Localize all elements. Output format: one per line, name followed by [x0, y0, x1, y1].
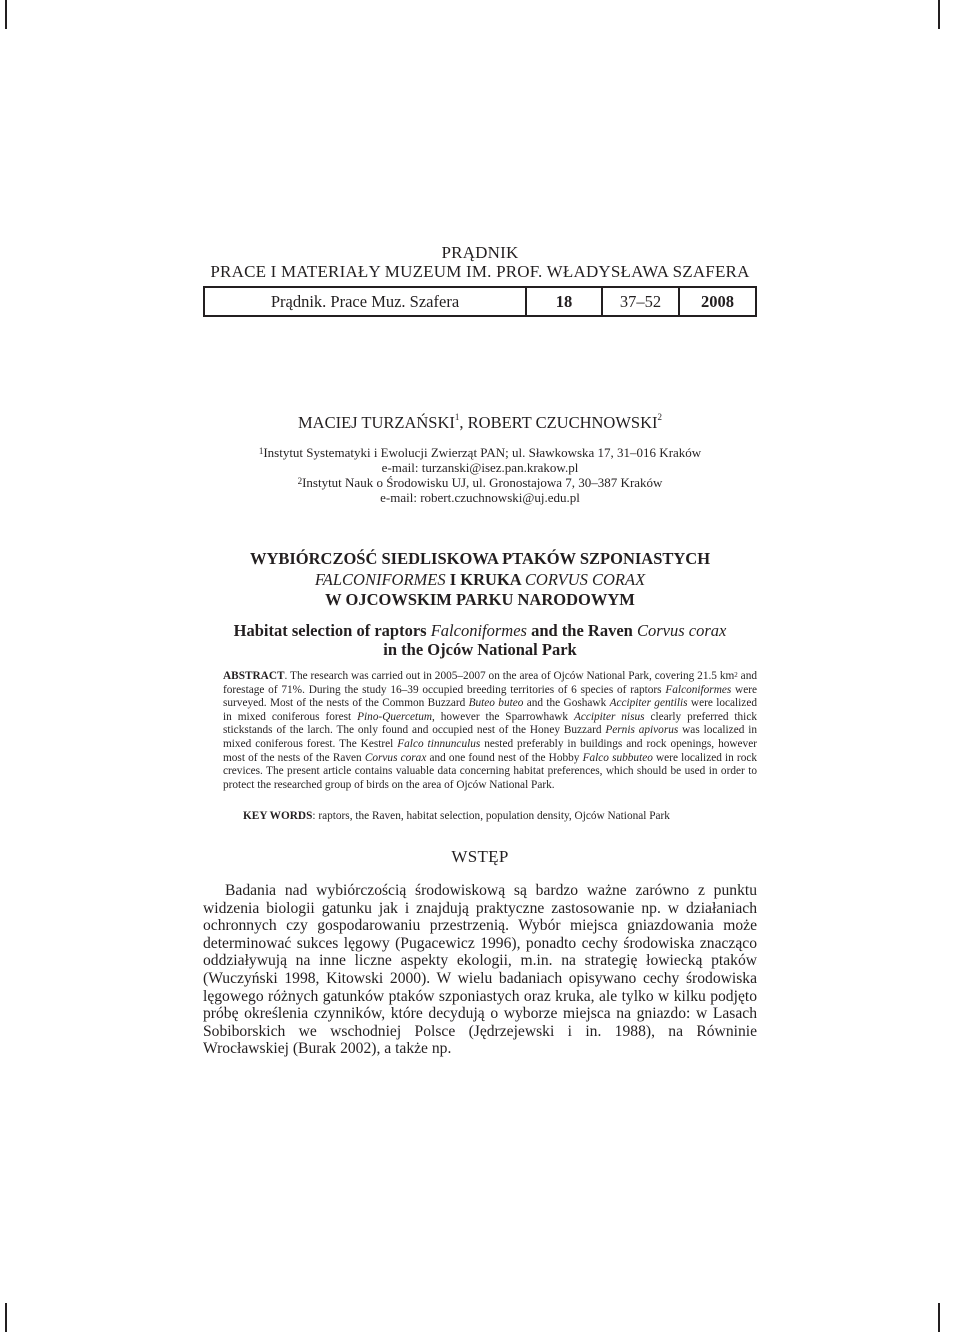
journal-subtitle: PRACE I MATERIAŁY MUZEUM IM. PROF. WŁADYSŁAWA SZAFERA [210, 262, 750, 281]
author-sep: , [459, 413, 468, 432]
affiliation-1: $^1$Instytut Systematyki i Ewolucji Zwierząt PAN; ul. Sławkowska 17, 31–016 Kraków [258, 445, 702, 460]
authors-line [0, 413, 960, 433]
title-en-line1: Habitat selection of raptors Falconiformes and the Raven Corvus corax [233, 621, 727, 640]
abstract-label: ABSTRACT [223, 670, 285, 682]
section-heading: WSTĘP [451, 847, 509, 866]
journal-volume: 18 [527, 288, 603, 315]
body-paragraph: Badania nad wybiórczością środowiskową są bardzo ważne zarówno z punktu widzenia biologii gatunku jak i znajdują praktyczne zastosowanie np. w działaniach ochronnych czy gospodarowaniu przestrzenią. Wybór miejsca gniazdowania może determinować sukces lęgowy (Pugacewicz 1996), ponadto cechy środowiska znacząco oddziaływują na inne liczne aspekty ekologii, m.in. na strategię łowiecką ptaków (Wuczyński 1998, Kitowski 2000). W wielu badaniach opisywano cechy środowiska lęgowego różnych gatunków ptaków szponiastych oraz kruka, ale tylko w kilku podjęto próbę określenia czynników, które decydują o wyborze miejsca na gniazdo: w Lasach Sobiborskich we wschodniej Polsce (Jędrzejewski i in. 1988), na Równinie Wrocławskiej (Burak 2002), a także np. [203, 882, 757, 1058]
title-en-line2: in the Ojców National Park [383, 640, 577, 659]
title-pl-line2: FALCONIFORMES I KRUKA CORVUS CORAX [314, 570, 646, 589]
title-pl-line1: WYBIÓRCZOŚĆ SIEDLISKOWA PTAKÓW SZPONIASTYCH [249, 549, 711, 568]
author-1: MACIEJ TURZAŃSKI [297, 413, 455, 432]
affiliation-2-sup: 2 [297, 476, 303, 486]
author-2-sup: 2 [657, 412, 662, 422]
journal-name: PRĄDNIK [441, 243, 519, 262]
affiliation-1-sup: 1 [258, 446, 264, 456]
journal-abbrev: Prądnik. Prace Muz. Szafera [205, 288, 527, 315]
citation-box [203, 286, 757, 317]
affiliation-2: $^2$Instytut Nauk o Środowisku UJ, ul. Gronostajowa 7, 30–387 Kraków [297, 475, 663, 490]
author-2: ROBERT CZUCHNOWSKI [467, 413, 658, 432]
affiliation-2-email: e-mail: robert.czuchnowski@uj.edu.pl [380, 490, 580, 505]
affiliation-1-email: e-mail: turzanski@isez.pan.krakow.pl [381, 460, 579, 475]
keywords: KEY WORDS: raptors, the Raven, habitat selection, population density, Ojców National Park [243, 810, 670, 822]
abstract: ABSTRACT. The research was carried out in 2005–2007 on the area of Ojców National Park, covering 21.5 $km^2$ and forestage of 71%. During the study 16–39 occupied breeding territories of 6 species of raptors Falconiformes were surveyed. Most of the nests of the Common Buzzard Buteo buteo and the Goshawk Accipiter gentilis were localized in mixed coniferous forest Pino-Quercetum, however the Sparrowhawk Accipiter nisus clearly preferred thick stickstands of the larch. The only found and occupied nest of the Honey Buzzard Pernis apivorus was localized in mixed coniferous forest. The Kestrel Falco tinnunculus nested preferably in buildings and rock openings, however most of the nests of the Raven Corvus corax and one found nest of the Hobby Falco subbuteo were localized in rock crevices. The present article contains valuable data concerning habitat preferences, which should be used in order to protect the researched group of birds on the area of Ojców National Park. [223, 670, 758, 791]
journal-year: 2008 [701, 291, 734, 311]
crop-mark-bottom-right [938, 1303, 940, 1332]
title-pl-line3: W OJCOWSKIM PARKU NARODOWYM [325, 590, 635, 609]
crop-mark-bottom-left [5, 1303, 7, 1332]
author-1-sup: 1 [454, 412, 460, 422]
crop-mark-top-left [5, 0, 7, 29]
keywords-label: KEY WORDS [243, 810, 313, 822]
crop-mark-top-right [938, 0, 940, 29]
journal-pages: 37–52 [603, 288, 680, 315]
